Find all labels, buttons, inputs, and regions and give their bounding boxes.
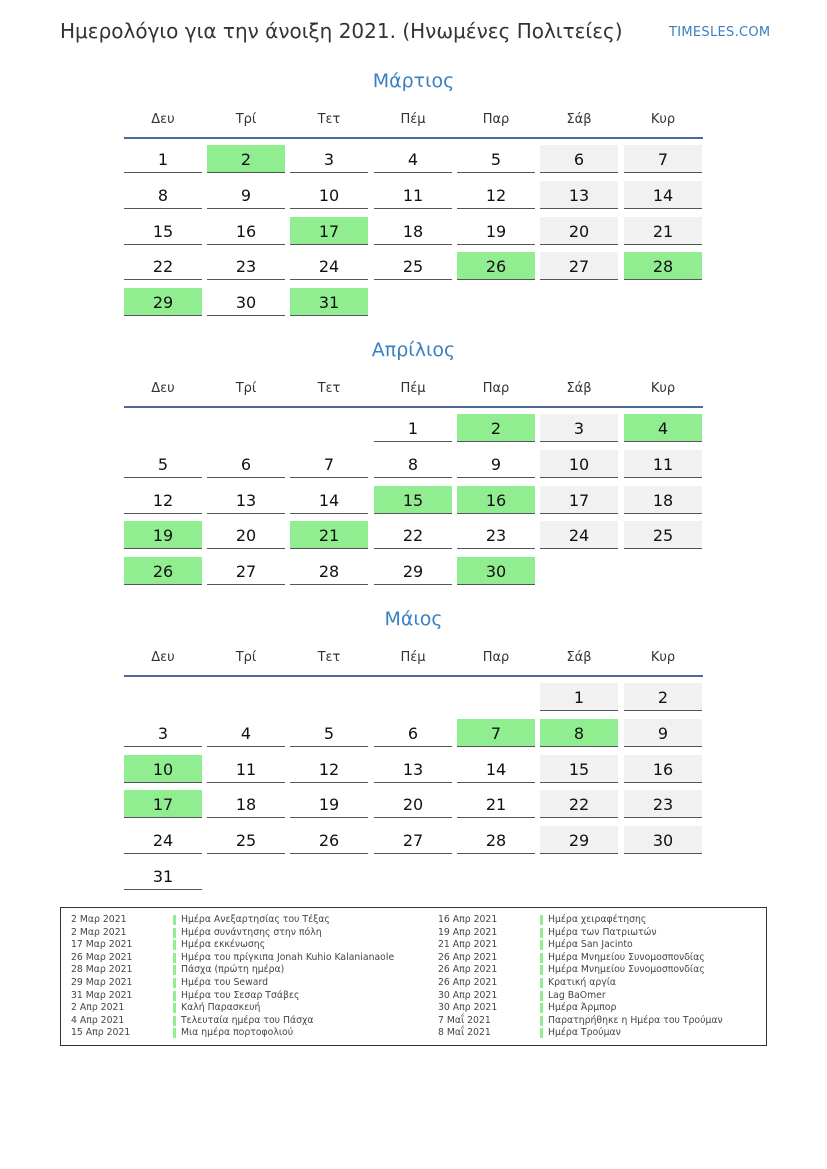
legend-date: 2 Μαρ 2021 [71, 926, 127, 938]
day-cell[interactable]: 12 [290, 755, 368, 783]
weekday-label: Κυρ [650, 112, 676, 127]
weekday-label: Τετ [317, 112, 341, 127]
day-cell[interactable]: 1 [374, 414, 452, 442]
month-calendar [124, 70, 703, 370]
day-cell[interactable]: 14 [290, 486, 368, 514]
weekday-label: Κυρ [650, 381, 676, 396]
legend-date: 4 Απρ 2021 [71, 1014, 125, 1026]
legend-holiday-name: Ημέρα του πρίγκιπα Jonah Kuhio Kalanianaole [181, 951, 395, 963]
holiday-day-cell[interactable]: 16 [457, 486, 535, 514]
weekday-label: Κυρ [650, 650, 676, 665]
day-cell[interactable]: 6 [540, 145, 618, 173]
weekday-label: Σάβ [566, 381, 592, 396]
day-cell[interactable]: 11 [207, 755, 285, 783]
legend-holiday-name: Πάσχα (πρώτη ημέρα) [181, 964, 285, 976]
legend-date: 7 Μαΐ 2021 [438, 1014, 491, 1026]
day-cell[interactable]: 29 [374, 557, 452, 585]
day-cell[interactable]: 1 [124, 145, 202, 173]
day-cell[interactable]: 5 [457, 145, 535, 173]
holiday-color-marker [540, 978, 543, 988]
holiday-day-cell[interactable]: 28 [624, 252, 702, 280]
day-cell[interactable]: 18 [624, 486, 702, 514]
legend-date: 15 Απρ 2021 [71, 1027, 131, 1039]
legend-holiday-name: Ημέρα San Jacinto [548, 939, 633, 951]
day-cell[interactable]: 9 [457, 450, 535, 478]
day-cell[interactable]: 25 [624, 521, 702, 549]
day-cell[interactable]: 19 [290, 790, 368, 818]
weekday-label: Τρί [235, 112, 257, 127]
weekday-label: Παρ [482, 112, 510, 127]
holiday-day-cell[interactable]: 17 [290, 217, 368, 245]
legend-holiday-name: Ημέρα Τρούμαν [548, 1027, 621, 1039]
legend-date: 29 Μαρ 2021 [71, 976, 133, 988]
month-name: Μάρτιος [372, 70, 455, 92]
header-rule [124, 406, 703, 408]
day-cell[interactable]: 17 [540, 486, 618, 514]
page-title: Ημερολόγιο για την άνοιξη 2021. (Ηνωμένες Πολιτείες) [60, 19, 623, 43]
day-cell[interactable]: 20 [374, 790, 452, 818]
holiday-day-cell[interactable]: 2 [207, 145, 285, 173]
legend-date: 26 Μαρ 2021 [71, 951, 133, 963]
legend-holiday-name: Μια ημέρα πορτοφολιού [181, 1027, 294, 1039]
legend-date: 16 Απρ 2021 [438, 914, 498, 925]
day-cell[interactable]: 23 [457, 521, 535, 549]
weekday-label: Τρί [235, 381, 257, 396]
holiday-color-marker [173, 1003, 176, 1013]
holiday-color-marker [540, 965, 543, 975]
day-cell[interactable]: 25 [374, 252, 452, 280]
month-name: Απρίλιος [371, 339, 456, 361]
day-cell[interactable]: 9 [207, 181, 285, 209]
day-cell[interactable]: 8 [124, 181, 202, 209]
legend-holiday-name: Ημέρα Μνημείου Συνομοσπονδίας [548, 964, 705, 976]
legend-date: 2 Απρ 2021 [71, 1002, 125, 1014]
day-cell[interactable]: 13 [374, 755, 452, 783]
site-brand-link[interactable]: TIMESLES.COM [669, 25, 771, 40]
holiday-day-cell[interactable]: 19 [124, 521, 202, 549]
holiday-color-marker [540, 940, 543, 950]
legend-holiday-name: Ημέρα Μνημείου Συνομοσπονδίας [548, 951, 705, 963]
weekday-label: Παρ [482, 381, 510, 396]
day-cell[interactable]: 15 [540, 755, 618, 783]
day-cell[interactable]: 1 [540, 683, 618, 711]
day-cell[interactable]: 15 [124, 217, 202, 245]
day-cell[interactable]: 2 [624, 683, 702, 711]
day-cell[interactable]: 18 [207, 790, 285, 818]
weekday-label: Δευ [151, 381, 175, 396]
holiday-legend [60, 907, 767, 1046]
holiday-color-marker [540, 953, 543, 963]
holiday-color-marker [173, 965, 176, 975]
holiday-day-cell[interactable]: 15 [374, 486, 452, 514]
weekday-header [124, 381, 703, 401]
holiday-day-cell[interactable]: 7 [457, 719, 535, 747]
day-cell[interactable]: 21 [624, 217, 702, 245]
day-cell[interactable]: 6 [207, 450, 285, 478]
weekday-label: Σάβ [566, 112, 592, 127]
day-cell[interactable]: 7 [290, 450, 368, 478]
holiday-color-marker [540, 1028, 543, 1038]
day-cell[interactable]: 7 [624, 145, 702, 173]
weekday-label: Δευ [151, 112, 175, 127]
day-cell[interactable]: 5 [290, 719, 368, 747]
legend-holiday-name: Ημέρα Άρμπορ [548, 1002, 617, 1014]
day-cell[interactable]: 25 [207, 826, 285, 854]
legend-holiday-name: Lag BaOmer [548, 989, 606, 1001]
day-cell[interactable]: 3 [540, 414, 618, 442]
legend-holiday-name: Ημέρα του Seward [181, 976, 269, 988]
holiday-color-marker [173, 991, 176, 1001]
day-cell[interactable]: 14 [624, 181, 702, 209]
legend-holiday-name: Ημέρα χειραφέτησης [548, 914, 647, 925]
holiday-day-cell[interactable]: 2 [457, 414, 535, 442]
holiday-day-cell[interactable]: 8 [540, 719, 618, 747]
holiday-color-marker [173, 928, 176, 938]
legend-holiday-name: Ημέρα Ανεξαρτησίας του Τέξας [181, 914, 330, 925]
holiday-day-cell[interactable]: 26 [124, 557, 202, 585]
day-cell[interactable]: 31 [124, 862, 202, 890]
day-cell[interactable]: 3 [290, 145, 368, 173]
holiday-color-marker [173, 1028, 176, 1038]
weekday-label: Πέμ [400, 112, 426, 127]
day-cell[interactable]: 26 [290, 826, 368, 854]
day-cell[interactable]: 14 [457, 755, 535, 783]
weekday-header [124, 112, 703, 132]
day-cell[interactable]: 9 [624, 719, 702, 747]
day-cell[interactable]: 20 [207, 521, 285, 549]
day-cell[interactable]: 30 [624, 826, 702, 854]
weekday-label: Πέμ [400, 381, 426, 396]
legend-date: 28 Μαρ 2021 [71, 964, 133, 976]
day-cell[interactable]: 13 [540, 181, 618, 209]
holiday-day-cell[interactable]: 21 [290, 521, 368, 549]
day-cell[interactable]: 27 [374, 826, 452, 854]
day-cell[interactable]: 30 [207, 288, 285, 316]
legend-date: 19 Απρ 2021 [438, 926, 498, 938]
legend-holiday-name: Παρατηρήθηκε η Ημέρα του Τρούμαν [548, 1014, 723, 1026]
header-rule [124, 137, 703, 139]
holiday-color-marker [173, 1016, 176, 1026]
legend-date: 26 Απρ 2021 [438, 951, 498, 963]
day-cell[interactable]: 16 [207, 217, 285, 245]
day-cell[interactable]: 28 [457, 826, 535, 854]
legend-date: 2 Μαρ 2021 [71, 914, 127, 925]
weekday-label: Παρ [482, 650, 510, 665]
holiday-day-cell[interactable]: 26 [457, 252, 535, 280]
day-cell[interactable]: 20 [540, 217, 618, 245]
day-cell[interactable]: 21 [457, 790, 535, 818]
legend-holiday-name: Ημέρα εκκένωσης [181, 939, 266, 951]
holiday-color-marker [173, 915, 176, 925]
holiday-day-cell[interactable]: 17 [124, 790, 202, 818]
holiday-day-cell[interactable]: 4 [624, 414, 702, 442]
legend-holiday-name: Καλή Παρασκευή [181, 1002, 261, 1014]
holiday-day-cell[interactable]: 10 [124, 755, 202, 783]
weekday-label: Τετ [317, 381, 341, 396]
day-cell[interactable]: 22 [374, 521, 452, 549]
holiday-color-marker [173, 953, 176, 963]
holiday-day-cell[interactable]: 30 [457, 557, 535, 585]
day-cell[interactable]: 13 [207, 486, 285, 514]
legend-date: 26 Απρ 2021 [438, 964, 498, 976]
weekday-label: Σάβ [566, 650, 592, 665]
day-cell[interactable]: 27 [207, 557, 285, 585]
day-cell[interactable]: 23 [624, 790, 702, 818]
day-cell[interactable]: 27 [540, 252, 618, 280]
holiday-day-cell[interactable]: 31 [290, 288, 368, 316]
holiday-color-marker [540, 928, 543, 938]
day-cell[interactable]: 18 [374, 217, 452, 245]
day-cell[interactable]: 11 [374, 181, 452, 209]
legend-date: 30 Απρ 2021 [438, 989, 498, 1001]
day-cell[interactable]: 6 [374, 719, 452, 747]
legend-date: 21 Απρ 2021 [438, 939, 498, 951]
legend-holiday-name: Ημέρα του Σεσαρ Τσάβες [181, 989, 300, 1001]
day-cell[interactable]: 4 [207, 719, 285, 747]
legend-date: 8 Μαΐ 2021 [438, 1027, 491, 1039]
weekday-label: Πέμ [400, 650, 426, 665]
legend-date: 26 Απρ 2021 [438, 976, 498, 988]
legend-date: 31 Μαρ 2021 [71, 989, 133, 1001]
weekday-label: Δευ [151, 650, 175, 665]
day-cell[interactable]: 10 [290, 181, 368, 209]
day-cell[interactable]: 4 [374, 145, 452, 173]
day-cell[interactable]: 19 [457, 217, 535, 245]
legend-holiday-name: Κρατική αργία [548, 976, 617, 988]
day-cell[interactable]: 11 [624, 450, 702, 478]
legend-date: 30 Απρ 2021 [438, 1002, 498, 1014]
legend-holiday-name: Ημέρα των Πατριωτών [548, 926, 657, 938]
day-cell[interactable]: 5 [124, 450, 202, 478]
weekday-label: Τρί [235, 650, 257, 665]
day-cell[interactable]: 10 [540, 450, 618, 478]
legend-holiday-name: Τελευταία ημέρα του Πάσχα [181, 1014, 314, 1026]
weekday-label: Τετ [317, 650, 341, 665]
holiday-color-marker [540, 1016, 543, 1026]
legend-holiday-name: Ημέρα συνάντησης στην πόλη [181, 926, 322, 938]
weekday-header [124, 650, 703, 670]
day-cell[interactable]: 16 [624, 755, 702, 783]
day-cell[interactable]: 12 [124, 486, 202, 514]
holiday-color-marker [540, 1003, 543, 1013]
day-cell[interactable]: 24 [540, 521, 618, 549]
day-cell[interactable]: 22 [124, 252, 202, 280]
month-name: Μάιος [384, 608, 443, 630]
day-cell[interactable]: 29 [540, 826, 618, 854]
month-calendar [124, 339, 703, 639]
holiday-day-cell[interactable]: 29 [124, 288, 202, 316]
holiday-color-marker [540, 915, 543, 925]
day-cell[interactable]: 23 [207, 252, 285, 280]
header-rule [124, 675, 703, 677]
day-cell[interactable]: 24 [290, 252, 368, 280]
holiday-color-marker [173, 978, 176, 988]
holiday-color-marker [173, 940, 176, 950]
day-cell[interactable]: 22 [540, 790, 618, 818]
holiday-color-marker [540, 991, 543, 1001]
day-cell[interactable]: 24 [124, 826, 202, 854]
day-cell[interactable]: 3 [124, 719, 202, 747]
day-cell[interactable]: 28 [290, 557, 368, 585]
day-cell[interactable]: 12 [457, 181, 535, 209]
day-cell[interactable]: 8 [374, 450, 452, 478]
month-calendar [124, 608, 703, 908]
legend-date: 17 Μαρ 2021 [71, 939, 133, 951]
